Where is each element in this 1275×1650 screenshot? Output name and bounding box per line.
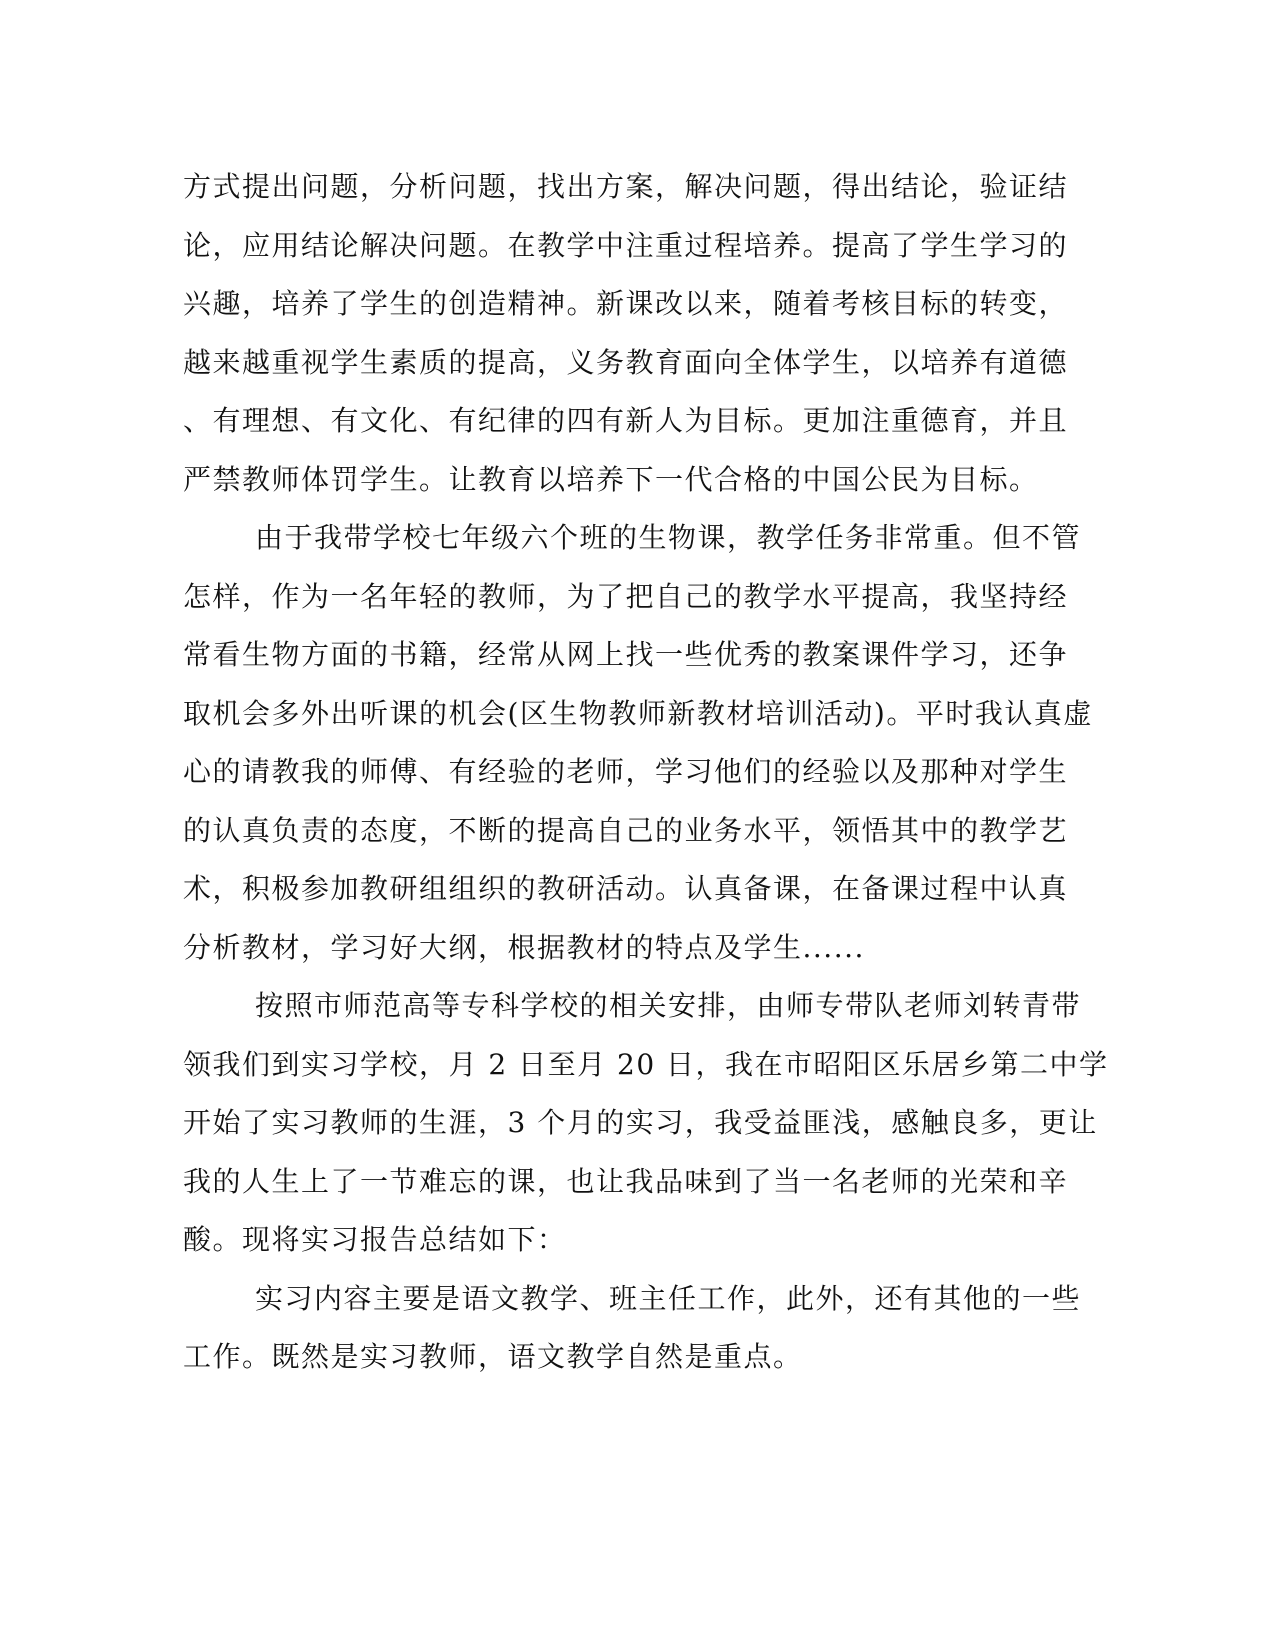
paragraph-3 (183, 977, 1109, 1270)
text-line: 领我们到实习学校，月 2 日至月 20 日，我在市昭阳区乐居乡第二中学 (183, 1047, 1109, 1081)
text-line: 按照市师范高等专科学校的相关安排，由师专带队老师刘转青带 (255, 989, 1082, 1022)
text-line: 工作。既然是实习教师，语文教学自然是重点。 (183, 1340, 803, 1373)
text-line: 酸。现将实习报告总结如下： (183, 1223, 567, 1256)
text-line: 常看生物方面的书籍，经常从网上找一些优秀的教案课件学习，还争 (183, 638, 1069, 671)
text-line: 术，积极参加教研组组织的教研活动。认真备课，在备课过程中认真 (183, 872, 1069, 905)
text-line: 兴趣，培养了学生的创造精神。新课改以来，随着考核目标的转变， (183, 287, 1069, 320)
text-line: 分析教材，学习好大纲，根据教材的特点及学生...... (183, 930, 865, 964)
text-line: 开始了实习教师的生涯，3 个月的实习，我受益匪浅，感触良多，更让 (183, 1106, 1098, 1139)
text-line: 取机会多外出听课的机会(区生物教师新教材培训活动)。平时我认真虚 (183, 696, 1093, 730)
text-line: 、有理想、有文化、有纪律的四有新人为目标。更加注重德育，并且 (183, 404, 1069, 437)
paragraph-2 (183, 509, 1093, 977)
text-line: 心的请教我的师傅、有经验的老师，学习他们的经验以及那种对学生 (183, 755, 1069, 788)
text-line: 我的人生上了一节难忘的课，也让我品味到了当一名老师的光荣和辛 (183, 1164, 1069, 1198)
text-line: 怎样，作为一名年轻的教师，为了把自己的教学水平提高，我坚持经 (183, 579, 1069, 613)
text-line: 越来越重视学生素质的提高，义务教育面向全体学生，以培养有道德 (183, 345, 1069, 379)
text-line: 严禁教师体罚学生。让教育以培养下一代合格的中国公民为目标。 (183, 462, 1039, 496)
text-line: 实习内容主要是语文教学、班主任工作，此外，还有其他的一些 (255, 1281, 1082, 1315)
text-line: 论，应用结论解决问题。在教学中注重过程培养。提高了学生学习的 (183, 228, 1069, 262)
paragraph-4 (183, 1270, 1082, 1387)
text-line: 方式提出问题，分析问题，找出方案，解决问题，得出结论，验证结 (183, 170, 1069, 203)
text-line: 由于我带学校七年级六个班的生物课，教学任务非常重。但不管 (255, 521, 1082, 554)
paragraph-1 (183, 158, 1069, 509)
body-text (183, 158, 1109, 1387)
text-line: 的认真负责的态度，不断的提高自己的业务水平，领悟其中的教学艺 (183, 813, 1069, 847)
